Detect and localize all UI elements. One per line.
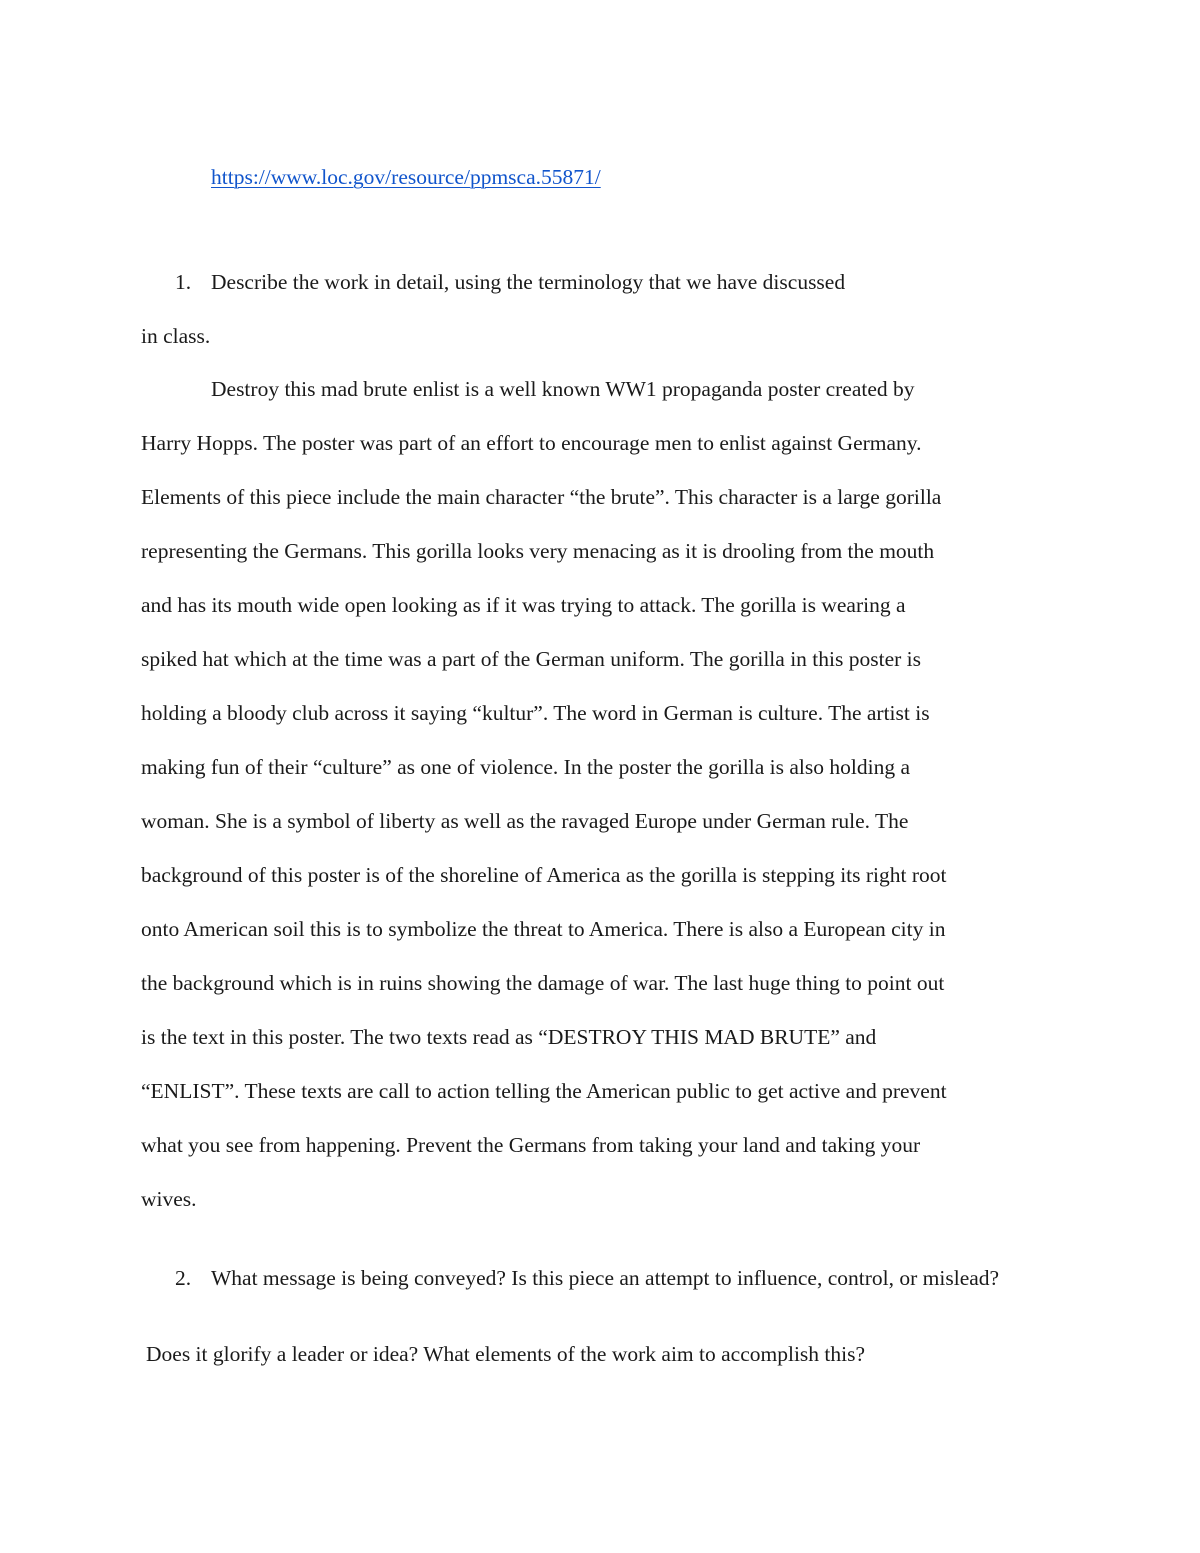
- answer-line: representing the Germans. This gorilla looks very menacing as it is drooling from the mouth: [141, 539, 935, 563]
- answer-line: making fun of their “culture” as one of violence. In the poster the gorilla is also holding a: [141, 755, 910, 779]
- answer-line: background of this poster is of the shoreline of America as the gorilla is stepping its right root: [141, 863, 947, 887]
- answer-line: the background which is in ruins showing the damage of war. The last huge thing to point out: [141, 971, 945, 995]
- answer-line: onto American soil this is to symbolize the threat to America. There is also a European city in: [141, 917, 946, 941]
- answer-line: spiked hat which at the time was a part of the German uniform. The gorilla in this poster is: [141, 647, 921, 671]
- answer-line: “ENLIST”. These texts are call to action telling the American public to get active and prevent: [141, 1079, 947, 1103]
- answer-line: holding a bloody club across it saying “kultur”. The word in German is culture. The artist is: [141, 701, 930, 725]
- answer-line: Elements of this piece include the main character “the brute”. This character is a large gorilla: [141, 485, 942, 509]
- question-1-number: 1.: [175, 270, 192, 294]
- question-2-number: 2.: [175, 1266, 192, 1290]
- source-link[interactable]: https://www.loc.gov/resource/ppmsca.55871/: [211, 165, 601, 189]
- answer-line: wives.: [141, 1187, 197, 1211]
- answer-line: Harry Hopps. The poster was part of an effort to encourage men to enlist against Germany.: [141, 431, 922, 455]
- question-1-text: Describe the work in detail, using the terminology that we have discussed: [211, 270, 846, 294]
- question-2-text: What message is being conveyed? Is this piece an attempt to influence, control, or mislead?: [211, 1266, 1000, 1290]
- answer-line: woman. She is a symbol of liberty as well as the ravaged Europe under German rule. The: [141, 809, 909, 833]
- answer-line: Destroy this mad brute enlist is a well known WW1 propaganda poster created by: [211, 377, 915, 401]
- answer-line: is the text in this poster. The two texts read as “DESTROY THIS MAD BRUTE” and: [141, 1025, 877, 1049]
- question-2-text-continued: Does it glorify a leader or idea? What elements of the work aim to accomplish this?: [146, 1342, 866, 1366]
- answer-line: and has its mouth wide open looking as if it was trying to attack. The gorilla is wearing a: [141, 593, 906, 617]
- answer-line: what you see from happening. Prevent the Germans from taking your land and taking your: [141, 1133, 921, 1157]
- question-1-text-continued: in class.: [141, 324, 211, 348]
